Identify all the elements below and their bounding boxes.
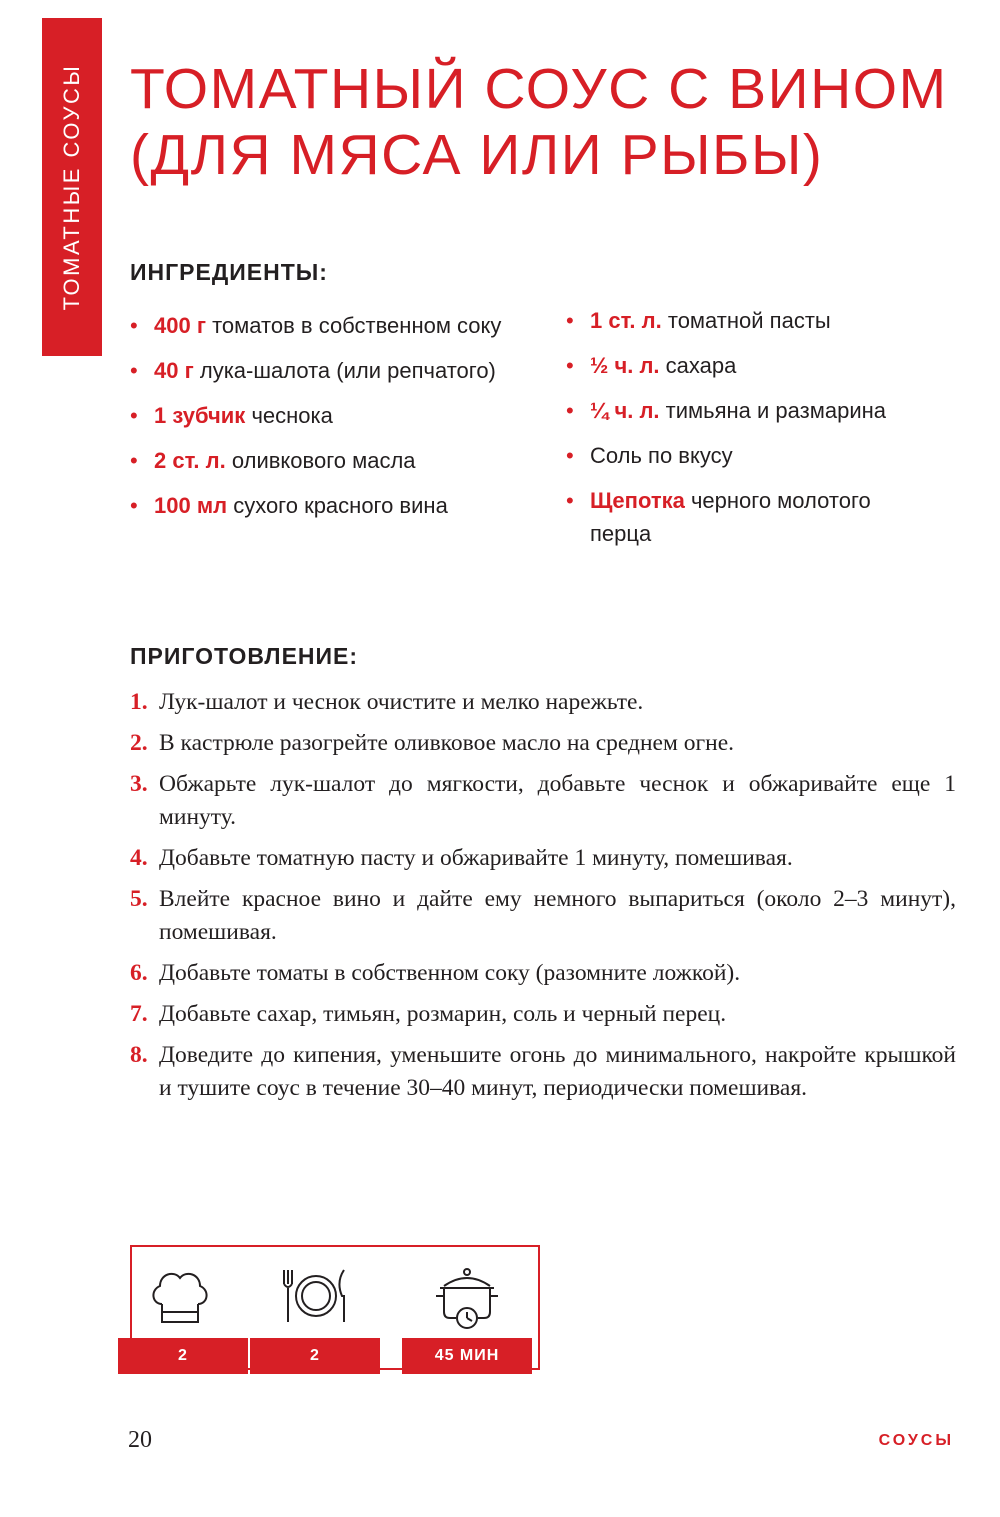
page-number: 20 [128, 1427, 152, 1453]
step-item: 6. Добавьте томаты в собственном соку (разомните ложкой). [130, 960, 741, 986]
ingredient-item: • 400 г томатов в собственном соку [130, 309, 520, 342]
step-item: 1. Лук-шалот и чеснок очистите и мелко нарежьте. [130, 689, 644, 715]
ingredient-item: • Щепотка черного молотого перца [566, 484, 930, 550]
ingredient-item: • 1 ст. л. томатной пасты [566, 304, 956, 337]
ingredient-item: • 1 зубчик чеснока [130, 399, 520, 432]
footer-section-label: СОУСЫ [878, 1432, 954, 1449]
chef-hat-icon [148, 1268, 212, 1328]
cooking-time-badge: 45 МИН [402, 1338, 532, 1374]
ingredient-item: • ¼ ч. л. тимьяна и размарина [566, 394, 956, 427]
step-item: 4. Добавьте томатную пасту и обжаривайте 1 минуту, помешивая. [130, 845, 793, 871]
recipe-title-line-1: ТОМАТНЫЙ СОУС С ВИНОМ [130, 57, 948, 121]
ingredients-list-left [130, 309, 520, 534]
preparation-heading: ПРИГОТОВЛЕНИЕ: [130, 643, 359, 669]
step-item: 2. В кастрюле разогрейте оливковое масло на среднем огне. [130, 730, 735, 756]
ingredient-item: • ½ ч. л. сахара [566, 349, 956, 382]
step-item: 3. Обжарьте лук-шалот до мягкости, добавьте чеснок и обжаривайте еще 1 минуту. [130, 771, 956, 830]
preparation-steps [130, 686, 956, 1113]
step-item: 8. Доведите до кипения, уменьшите огонь до минимального, накройте крышкой и тушите соус в течение 30–40 минут, периодически помешивая. [130, 1042, 956, 1101]
ingredient-item: • 2 ст. л. оливкового масла [130, 444, 520, 477]
plate-cutlery-icon [278, 1266, 354, 1326]
recipe-title-line-2: (ДЛЯ МЯСА ИЛИ РЫБЫ) [130, 123, 824, 187]
ingredient-item: • 100 мл сухого красного вина [130, 489, 520, 522]
step-item: 7. Добавьте сахар, тимьян, розмарин, соль и черный перец. [130, 1001, 727, 1027]
step-item: 5. Влейте красное вино и дайте ему немного выпариться (около 2–3 минут), помешивая. [130, 886, 956, 945]
ingredient-item: • 40 г лука-шалота (или репчатого) [130, 354, 520, 387]
servings-badge: 2 [250, 1338, 380, 1374]
pot-timer-icon [432, 1266, 502, 1332]
ingredients-list-right [566, 304, 956, 562]
recipe-title [130, 56, 980, 188]
ingredients-heading: ИНГРЕДИЕНТЫ: [130, 259, 328, 285]
side-section-label: ТОМАТНЫЕ СОУСЫ [59, 63, 84, 311]
ingredient-item: • Соль по вкусу [566, 439, 956, 472]
difficulty-badge: 2 [118, 1338, 248, 1374]
side-section-tab [42, 18, 102, 356]
